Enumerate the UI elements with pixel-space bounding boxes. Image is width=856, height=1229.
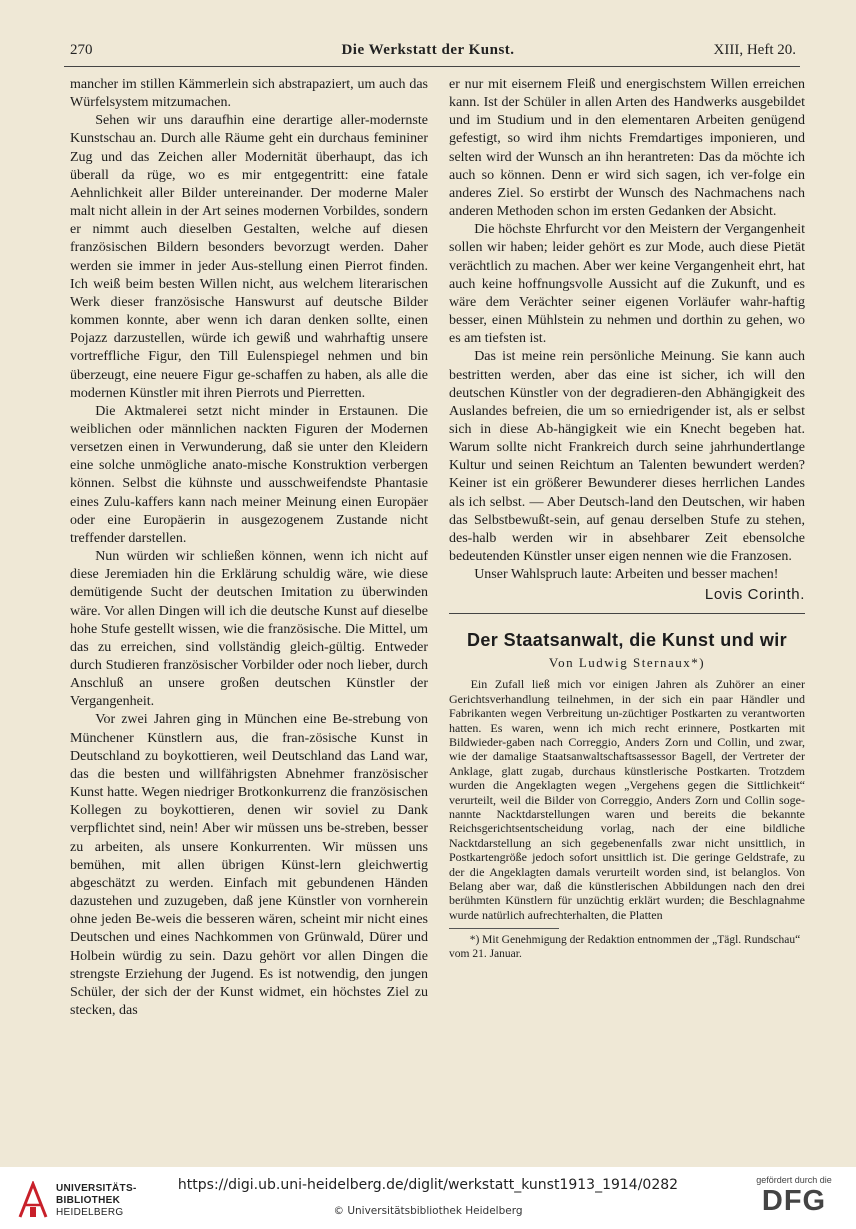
issue-label: XIII, Heft 20.	[713, 42, 796, 58]
running-title: Die Werkstatt der Kunst.	[341, 42, 515, 58]
copyright-notice: © Universitätsbibliothek Heidelberg	[333, 1205, 523, 1217]
paragraph: Die Aktmalerei setzt nicht minder in Erstaunen. Die weiblichen oder männlichen nackten Figuren der Modernen versetzen einen in Verwunderung, daß sie unter den Kleidern eine solche unmögliche anato-mische Konstruktion verbergen können. Selbst die kühnste und ausschweifendste Phantasie eines Zulu-kaffers kann nach meiner Meinung einen Europäer oder eine Europäerin in ausgezogenem Zustande nicht treffender darstellen.	[70, 403, 428, 546]
dfg-logo-text: DFG	[761, 1185, 827, 1217]
paragraph: Sehen wir uns daraufhin eine derartige aller-modernste Kunstschau an. Durch alle Räume geht ein durchaus femininer Zug und das Zeichen aller Modernität überhaupt, das ich überall da rüge, wo es mir entgegentritt: eine fatale Aehnlichkeit aller Bilder untereinander. Der moderne Maler malt nicht allein in der Art seines modernen Vorbildes, sondern er nimmt auch dieselben Gestalten, welche auf diesen französischen Bildern besonders bevorzugt werden. Daher werden sie immer in jeder Aus-stellung einen Pierrot finden. Ich weiß beim besten Willen nicht, aus welchem literarischen Werk dieser französische Hanswurst auf deutsche Bilder kommen konnte, aber wenn ich daran denken sollte, einen Pojazz darzustellen, würde ich gewiß und wahrhaftig unsere vortreffliche Figur, den Till Eulenspiegel nehmen und bin überzeugt, eine neuere Figur ge-schaffen zu haben, als alle die modernen Künstler mit ihren Pierrots und Pierretten.	[70, 113, 428, 401]
paragraph: Das ist meine rein persönliche Meinung. Sie kann auch bestritten werden, aber das eine ist sicher, ich will den deutschen Künstler von der degradieren-den Abhängigkeit des Auslandes befreien, die um so erniedrigender ist, als er selbst sich in diese Ab-hängigkeit wie ein Knecht begeben hat. Warum sollte nicht Frankreich durch seine jahrhundertlange Kultur und seinen Reichtum an Talenten bewundert werden? Keiner ist ein größerer Bewunderer dieses herrlichen Landes als ich selbst. — Aber Deutsch-land den Deutschen, wir haben das Selbstbewußt-sein, auf genau derselben Stufe zu stehen, des-halb werden wir in absehbarer Zeit ebensolche bedeutenden Künstler unser eigen nennen wie die Franzosen.	[449, 349, 805, 565]
paragraph: Vor zwei Jahren ging in München eine Be-strebung von Münchener Künstlern aus, die fran-zösische Kunst in Deutschland zu boykottieren, weil Deutschland das Land war, das die besten und willfährigsten Abnehmer französischer Kunst hatte. Wegen niedriger Brotkonkurrenz die französischen Kollegen zu boykottieren, denen wir soviel zu Dank verpflichtet sind, nein! Aber wir müssen uns be-streben, besser zu arbeiten, als unsere Konkurrenten. Wir müssen uns bemühen, mit allen übrigen Künst-lern gleichwertig abgeschätzt zu werden. Einfach mit gebundenen Händen dazustehen und zuzugeben, daß jene Künstler von vornherein ohne jeden Be-weis die besseren wären, scheint mir nicht eines Deutschen und eines Nachkommen von Grünwald, Dürer und Holbein würdig zu sein. Dazu gehört vor allen Dingen die strengste Erziehung der Jugend. Es ist notwendig, den jungen Schüler, der sich der der Kunst widmet, ein höchstes Ziel zu stecken, das	[70, 712, 428, 1018]
article-divider	[449, 613, 805, 614]
permalink-url[interactable]: https://digi.ub.uni-heidelberg.de/diglit/werkstatt_kunst1913_1914/0282	[177, 1177, 679, 1193]
footnote-rule	[449, 928, 559, 929]
funding-note: gefördert durch die	[756, 1175, 832, 1185]
library-name-line3: HEIDELBERG	[56, 1207, 124, 1218]
library-name-line1: UNIVERSITÄTS-	[56, 1183, 137, 1194]
signature: Lovis Corinth.	[704, 586, 805, 604]
page-number: 270	[70, 42, 93, 58]
left-column	[70, 76, 428, 1020]
article-title: Der Staatsanwalt, die Kunst und wir	[466, 630, 788, 651]
paragraph: er nur mit eisernem Fleiß und energischstem Willen erreichen kann. Ist der Schüler in allen Arten des Handwerks ausgebildet und im Studium und in den elementaren Arbeiten genügend gefestigt, so wird ihm nichts Fremdartiges imponieren, und selten wird der Wunsch an ihn herantreten: Das da möchte ich auch so können. Denn er wird sich sagen, ich ver-folge ein anderes Ziel. So erstirbt der Wunsch des Nachmachens nach anderen Methoden schon im ersten Gedanken der Absicht.	[449, 77, 805, 220]
header-rule	[64, 66, 800, 67]
article-author: Von Ludwig Sternaux*)	[548, 655, 706, 671]
article-body: Ein Zufall ließ mich vor einigen Jahren als Zuhörer an einer Gerichtsverhandlung teilnehmen, in der sich ein paar Händler und Fabrikanten wegen Verbreitung un-züchtiger Postkarten zu verantworten hatten. Es waren, wenn ich mich recht erinnere, Postkarten mit Bildwieder-gaben nach Correggio, Anders Zorn und Collin, und zwar, wie der damalige Staatsanwaltschaftsassessor Bagell, der Vertreter der Anklage, glatt zugab, durchaus künstlerische Postkarten. Trotzdem wurden die Angeklagten wegen „Vergehens gegen die Sittlichkeit“ verurteilt, weil die Bilder von Correggio, Anders Zorn und Collin soge-nannte Nacktdarstellungen waren und bereits die bekannte Reichsgerichtsentscheidung vorlag, nach der eine bildliche Nacktdarstellung an sich gegebenenfalls zwar nicht unsittlich, in Postkartengröße jedoch sofort unsittlich ist. Die geringe Geldstrafe, zu der die Angeklagten damals verurteilt worden sind, ist belanglos. Von Belang aber war, daß die künstlerischen Abbildungen nach den drei berühmten Künstlern für unzüchtig erklärt wurden; die Beschlagnahme wurde natürlich aufrechterhalten, die Platten	[449, 677, 805, 922]
funder-logo[interactable]	[746, 1175, 842, 1223]
paragraph: Die höchste Ehrfurcht vor den Meistern der Vergangenheit sollen wir haben; leider gehört es zur Mode, auch diese Pietät verächtlich zu machen. Aber wer keine Vergangenheit ehrt, hat auch keine hoffnungsvolle Aussicht auf die Zukunft, und es wäre dem Verächter seiner eigenen Vorläufer wahr-haftig besser, einen Mühlstein zu nehmen und dorthin zu gehen, wo es am tiefsten ist.	[449, 222, 805, 347]
right-column	[449, 76, 805, 961]
paragraph: mancher im stillen Kämmerlein sich abstrapaziert, um auch das Würfelsystem mitzumachen.	[70, 77, 428, 111]
paragraph: Unser Wahlspruch laute: Arbeiten und besser machen!	[474, 567, 779, 583]
library-name-line2: BIBLIOTHEK	[56, 1195, 121, 1206]
paragraph: Nun würden wir schließen können, wenn ich nicht auf diese Jeremiaden hin die Erklärung schuldig wäre, wie diese demütigende Sucht der deutschen Imitation zu überwinden wäre. Vor allen Dingen will ich die deutsche Kunst auf dieselbe hohe Stufe gestellt wissen, wie die französische. Die Mittel, um das zu erreichen, sind vollständig gleich-gültig. Entweder durch Studieren französischer Vorbilder oder noch lieber, durch Anschluß an unsere großen deutschen Künstler der Vergangenheit.	[70, 549, 428, 710]
footnote: *) Mit Genehmigung der Redaktion entnommen der „Tägl. Rundschau“ vom 21. Januar.	[449, 934, 801, 961]
viewer-footer	[0, 1167, 856, 1229]
